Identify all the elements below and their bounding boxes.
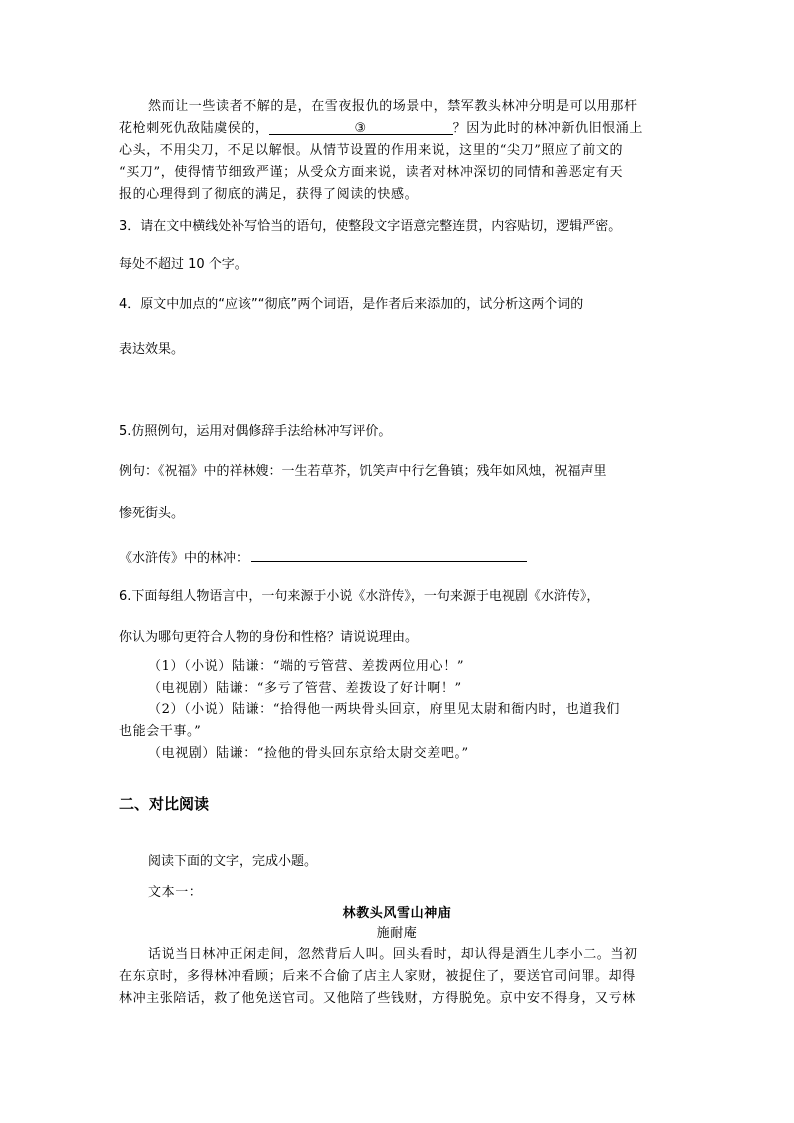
answer-blank-linchong[interactable] [251, 547, 527, 562]
question-6-item-2-novel: （2）（小说）陆谦：“拾得他一两块骨头回京，府里见太尉和衙内时，也道我们 [148, 702, 621, 717]
text-one-label: 文本一： [148, 885, 203, 900]
passage-line-5: 报的心理得到了彻底的满足，获得了阅读的快感。 [119, 187, 419, 202]
question-6-line-2: 你认为哪句更符合人物的身份和性格？请说说理由。 [119, 630, 419, 645]
question-4-line-2: 表达效果。 [119, 342, 185, 357]
question-6-item-2-tv: （电视剧）陆谦：“捡他的骨头回东京给太尉交差吧。” [148, 746, 469, 761]
question-6-item-1-tv: （电视剧）陆谦：“多亏了管营、差拨设了好计啊！” [148, 681, 462, 696]
passage-line-2-start: 花枪刺死仇敌陆虞侯的， [119, 121, 269, 136]
answer-blank-3[interactable] [269, 120, 453, 135]
question-4-line-1: 4．原文中加点的“应该”“彻底”两个词语，是作者后来添加的，试分析这两个词的 [119, 297, 584, 312]
article-line-2: 在东京时，多得林冲看顾；后来不合偷了店主人家财，被捉住了，要送官司问罪。却得 [119, 969, 636, 984]
question-5-line-1: 5.仿照例句，运用对偶修辞手法给林冲写评价。 [119, 424, 392, 439]
section-heading: 二、对比阅读 [119, 795, 210, 813]
article-line-3: 林冲主张陪话，救了他免送官司。又他陪了些钱财，方得脱免。京中安不得身，又亏林 [119, 991, 636, 1006]
article-line-1: 话说当日林冲正闲走间，忽然背后人叫。回头看时，却认得是酒生儿李小二。当初 [148, 947, 638, 962]
article-author: 施耐庵 [376, 926, 418, 941]
passage-line-1: 然而让一些读者不解的是，在雪夜报仇的场景中，禁军教头林冲分明是可以用那杆 [148, 99, 638, 114]
question-6-item-2-novel-cont: 也能会干事。” [119, 724, 202, 739]
question-5-line-4 [119, 547, 527, 568]
article-title: 林教头风雪山神庙 [342, 906, 452, 921]
question-5-line-3: 惨死街头。 [119, 506, 185, 521]
question-6-line-1: 6.下面每组人物语言中，一句来源于小说《水浒传》，一句来源于电视剧《水浒传》， [119, 589, 600, 604]
question-3-line-1: 3．请在文中横线处补写恰当的语句，使整段文字语意完整连贯，内容贴切，逻辑严密。 [119, 219, 622, 234]
passage-line-3: 心头，不用尖刀，不足以解恨。从情节设置的作用来说，这里的“尖刀”照应了前文的 [119, 143, 624, 158]
question-6-item-1-novel: （1）（小说）陆谦：“端的亏管营、差拨两位用心！” [148, 659, 465, 674]
passage-line-4: “买刀”，使得情节细致严谨；从受众方面来说，读者对林冲深切的同情和善恶定有天 [119, 165, 624, 180]
question-5-line-2: 例句：《祝福》中的祥林嫂：一生若草芥，饥笑声中行乞鲁镇；残年如风烛，祝福声里 [119, 464, 607, 479]
reading-instruction: 阅读下面的文字，完成小题。 [148, 854, 318, 869]
passage-line-2-end: ？因为此时的林冲新仇旧恨涌上 [452, 121, 644, 136]
question-5-prompt: 《水浒传》中的林冲： [119, 551, 250, 566]
question-3-line-2: 每处不超过 10 个字。 [119, 257, 248, 272]
blank-marker: ③ [354, 121, 367, 136]
passage-line-2 [119, 120, 643, 138]
